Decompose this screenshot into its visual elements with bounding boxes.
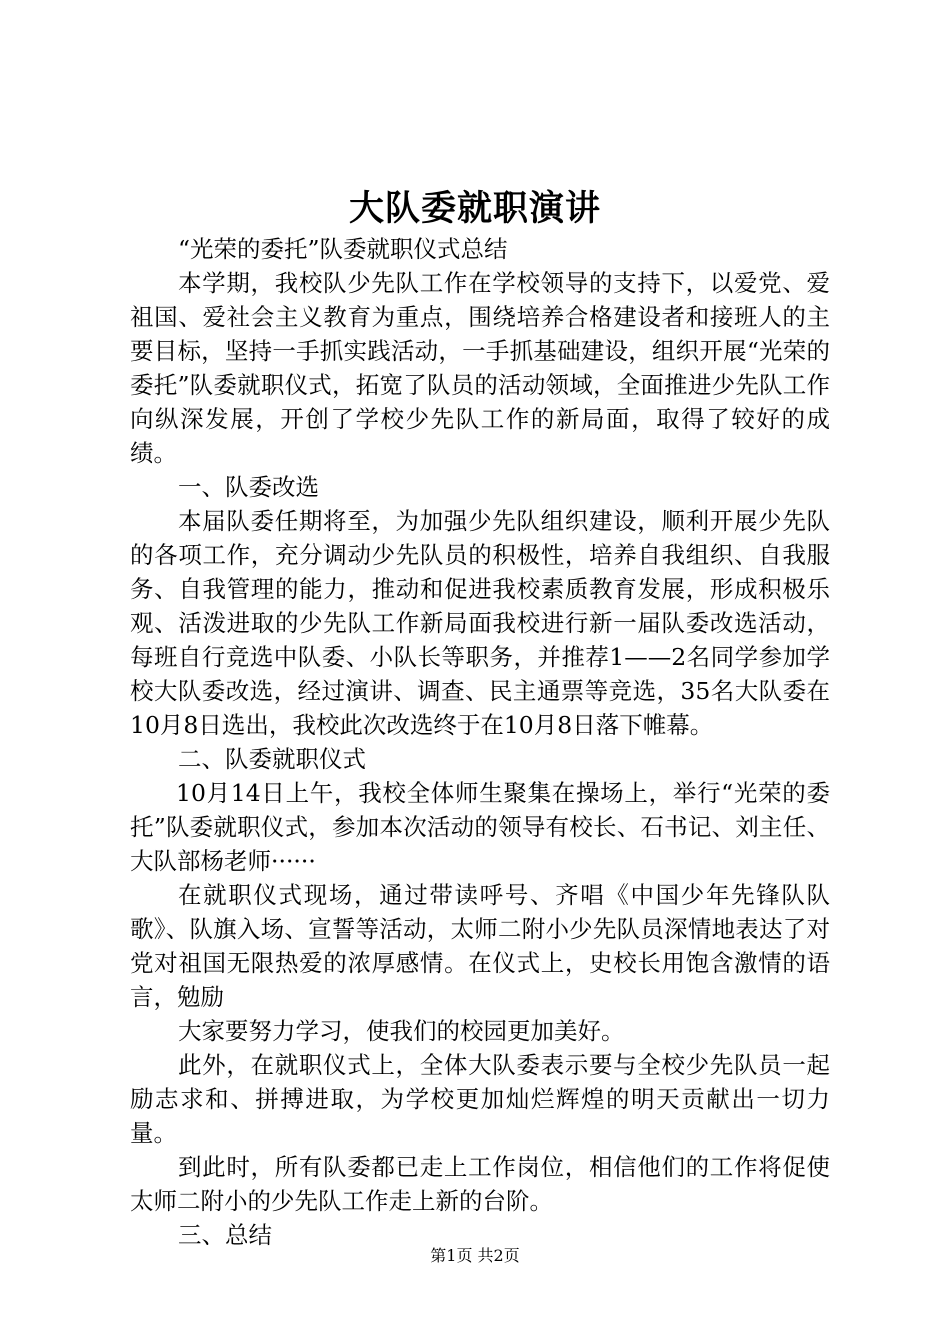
- section-2-paragraph-3: 大家要努力学习，使我们的校园更加美好。: [178, 1017, 625, 1045]
- section-2-paragraph-5: 到此时，所有队委都已走上工作岗位，相信他们的工作将促使太师二附小的少先队工作走上新的台阶。: [130, 1153, 830, 1215]
- document-title: 大队委就职演讲: [348, 188, 601, 229]
- section-heading-3: 三、总结: [178, 1221, 272, 1249]
- section-2-paragraph-1: 10月14日上午，我校全体师生聚集在操场上，举行“光荣的委托”队委就职仪式，参加本次活动的领导有校长、石书记、刘主任、大队部杨老师······: [130, 779, 830, 875]
- page-number-footer: 第1页 共2页: [430, 1246, 520, 1265]
- intro-paragraph: 本学期，我校队少先队工作在学校领导的支持下，以爱党、爱祖国、爱社会主义教育为重点，围绕培养合格建设者和接班人的主要目标，坚持一手抓实践活动，一手抓基础建设，组织开展“光荣的委托”队委就职仪式，拓宽了队员的活动领域，全面推进少先队工作向纵深发展，开创了学校少先队工作的新局面，取得了较好的成绩。: [130, 269, 830, 467]
- section-2-paragraph-4: 此外，在就职仪式上，全体大队委表示要与全校少先队员一起励志求和、拼搏进取，为学校更加灿烂辉煌的明天贡献出一切力量。: [130, 1051, 830, 1147]
- section-heading-1: 一、队委改选: [178, 473, 319, 501]
- section-2-paragraph-2: 在就职仪式现场，通过带读呼号、齐唱《中国少年先锋队队歌》、队旗入场、宣誓等活动，太师二附小少先队员深情地表达了对党对祖国无限热爱的浓厚感情。在仪式上，史校长用饱含激情的语言，勉励: [130, 881, 830, 1011]
- document-body: [130, 232, 830, 1252]
- section-heading-2: 二、队委就职仪式: [178, 745, 366, 773]
- subtitle-paragraph: “光荣的委托”队委就职仪式总结: [178, 235, 508, 263]
- section-1-paragraph: 本届队委任期将至，为加强少先队组织建设，顺利开展少先队的各项工作，充分调动少先队员的积极性，培养自我组织、自我服务、自我管理的能力，推动和促进我校素质教育发展，形成积极乐观、活泼进取的少先队工作新局面我校进行新一届队委改选活动，每班自行竞选中队委、小队长等职务，并推荐1——2名同学参加学校大队委改选，经过演讲、调查、民主通票等竞选，35名大队委在10月8日选出，我校此次改选终于在10月8日落下帷幕。: [130, 507, 830, 739]
